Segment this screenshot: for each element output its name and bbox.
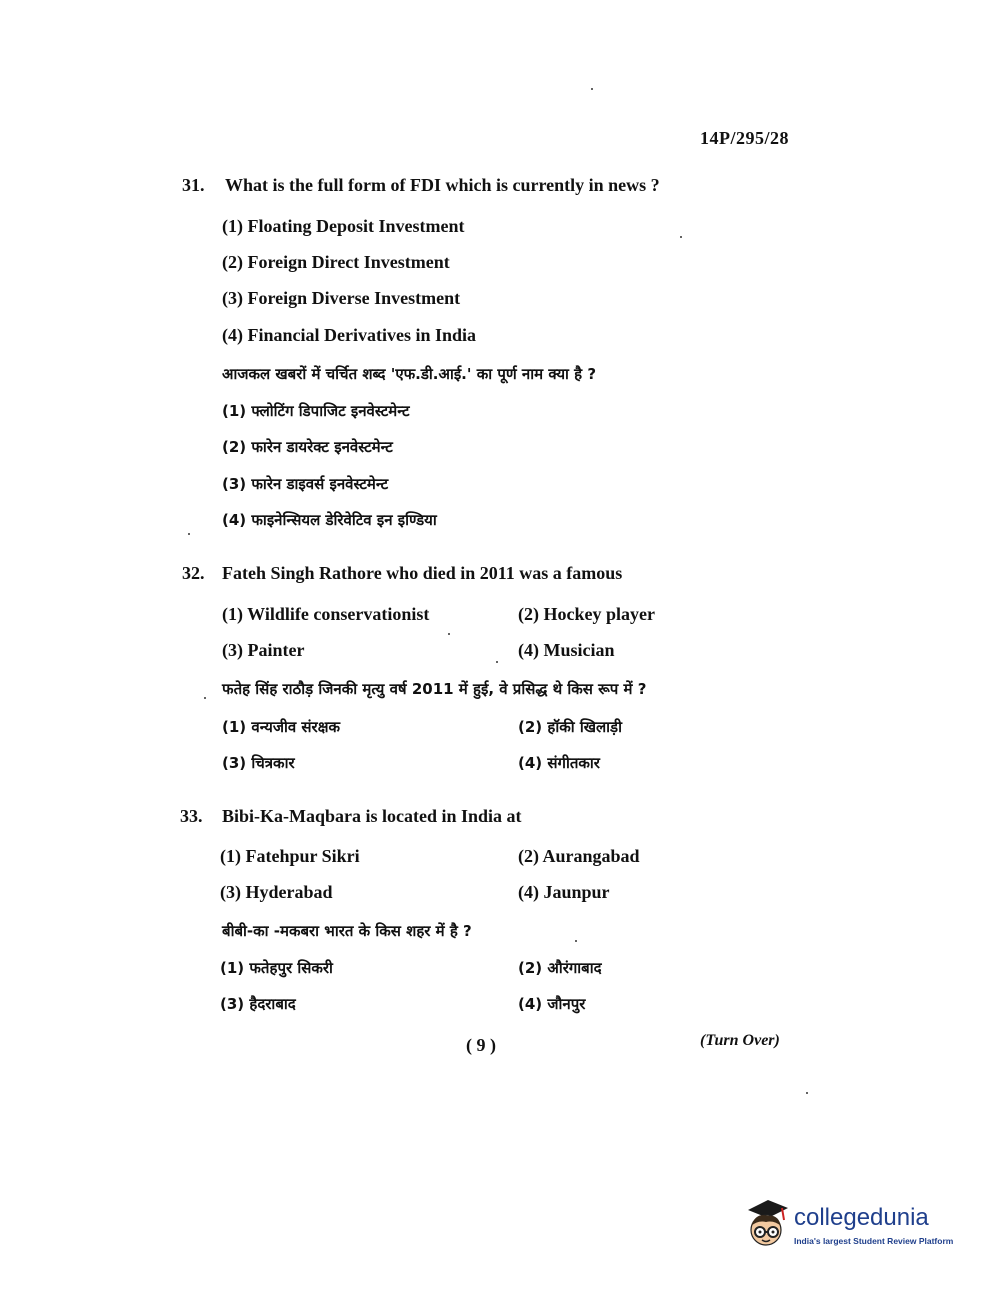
question-31-option-3: (3) Foreign Diverse Investment (222, 288, 461, 308)
scan-speck (575, 940, 577, 942)
question-32-hindi-option-1: (1) वन्यजीव संरक्षक (222, 718, 340, 736)
watermark-tagline: India's largest Student Review Platform (794, 1236, 954, 1246)
question-31-hindi-text: आजकल खबरों में चर्चित शब्द 'एफ.डी.आई.' का पूर्ण नाम क्या है ? (222, 365, 597, 383)
question-32-option-3: (3) Painter (222, 640, 305, 660)
question-32-number: 32. (182, 563, 205, 583)
question-33-hindi-option-3: (3) हैदराबाद (220, 995, 296, 1013)
question-33-hindi-text: बीबी-का -मकबरा भारत के किस शहर में है ? (222, 922, 472, 940)
question-33-option-4: (4) Jaunpur (518, 882, 610, 902)
question-33-number: 33. (180, 806, 203, 826)
question-32-option-1: (1) Wildlife conservationist (222, 604, 430, 624)
question-31-option-2: (2) Foreign Direct Investment (222, 252, 450, 272)
scan-speck (204, 697, 206, 699)
question-32-option-2: (2) Hockey player (518, 604, 655, 624)
scan-speck (496, 661, 498, 663)
scan-speck (680, 236, 682, 238)
student-mascot-icon (738, 1196, 792, 1254)
scan-speck (591, 88, 593, 90)
question-32-text: Fateh Singh Rathore who died in 2011 was a famous (222, 563, 623, 583)
scan-speck (448, 633, 450, 635)
page-number: ( 9 ) (466, 1035, 496, 1055)
question-32-option-4: (4) Musician (518, 640, 615, 660)
scan-speck (806, 1092, 808, 1094)
question-31-hindi-option-2: (2) फारेन डायरेक्ट इनवेस्टमेन्ट (222, 438, 393, 456)
question-33-text: Bibi-Ka-Maqbara is located in India at (222, 806, 522, 826)
collegedunia-watermark (738, 1196, 968, 1256)
question-31-hindi-option-1: (1) फ्लोटिंग डिपाजिट इनवेस्टमेन्ट (222, 402, 410, 420)
question-31-option-4: (4) Financial Derivatives in India (222, 325, 477, 345)
question-31-hindi-option-3: (3) फारेन डाइवर्स इनवेस्टमेन्ट (222, 475, 389, 493)
question-33-option-1: (1) Fatehpur Sikri (220, 846, 360, 866)
watermark-brand: collegedunia (794, 1204, 929, 1231)
question-32-hindi-option-3: (3) चित्रकार (222, 754, 295, 772)
turn-over-note: (Turn Over) (700, 1032, 780, 1049)
question-31-text: What is the full form of FDI which is currently in news ? (225, 175, 660, 195)
question-33-option-3: (3) Hyderabad (220, 882, 333, 902)
question-31-number: 31. (182, 175, 205, 195)
question-31-hindi-option-4: (4) फाइनेन्सियल डेरिवेटिव इन इण्डिया (222, 511, 437, 529)
question-32-hindi-option-4: (4) संगीतकार (518, 754, 600, 772)
question-32-hindi-option-2: (2) हॉकी खिलाड़ी (518, 718, 622, 736)
question-33-hindi-option-4: (4) जौनपुर (518, 995, 586, 1013)
question-33-option-2: (2) Aurangabad (518, 846, 640, 866)
question-32-hindi-text: फतेह सिंह राठौड़ जिनकी मृत्यु वर्ष 2011 में हुई, वे प्रसिद्ध थे किस रूप में ? (222, 680, 647, 698)
paper-code: 14P/295/28 (700, 128, 789, 148)
question-33-hindi-option-2: (2) औरंगाबाद (518, 959, 602, 977)
question-31-option-1: (1) Floating Deposit Investment (222, 216, 465, 236)
question-33-hindi-option-1: (1) फतेहपुर सिकरी (220, 959, 333, 977)
scan-speck (188, 533, 190, 535)
